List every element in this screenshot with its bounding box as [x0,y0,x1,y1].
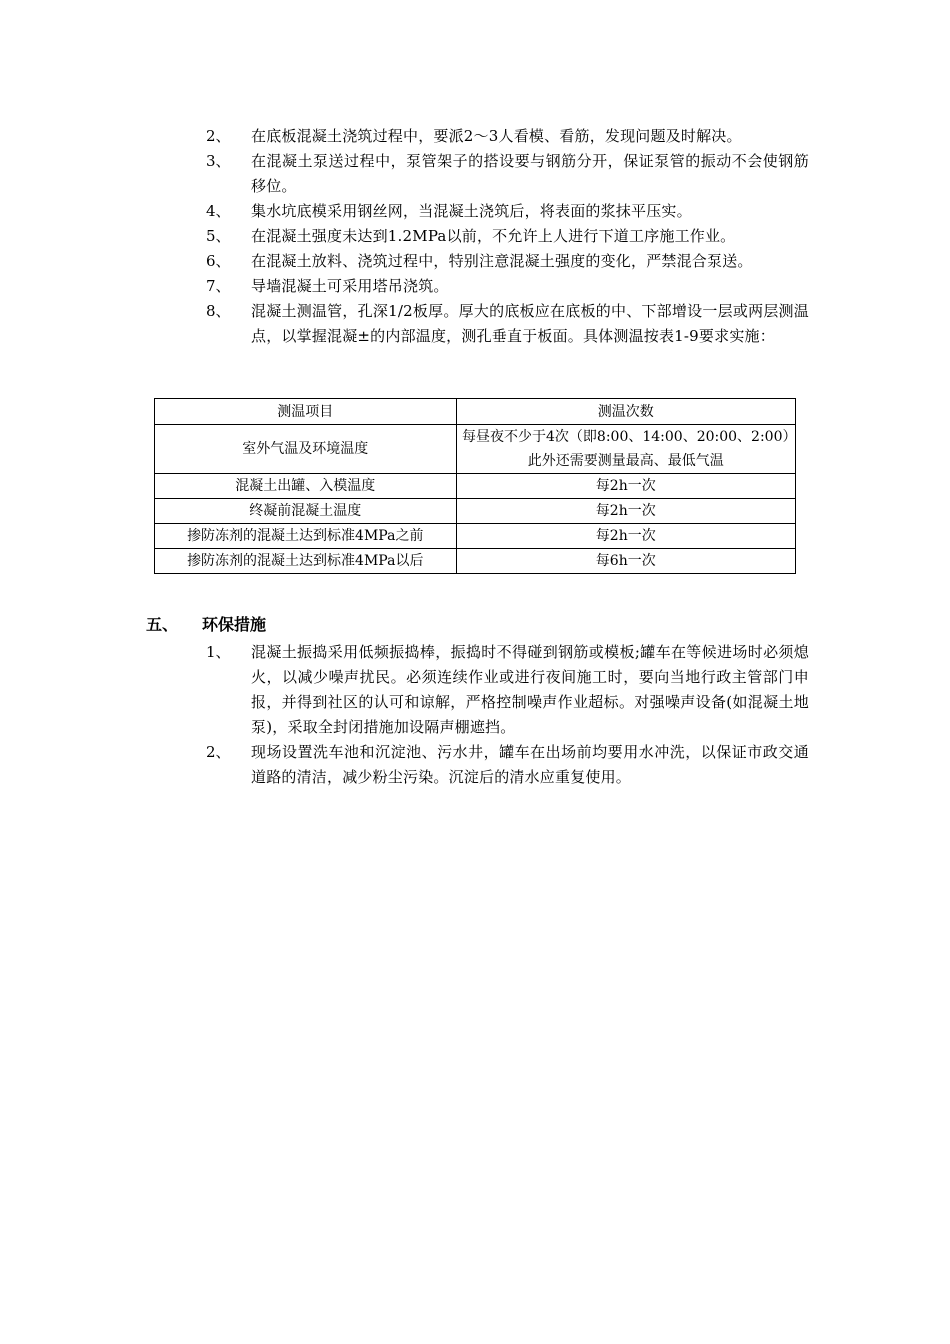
table-header-row [155,399,796,425]
table-cell: 每2h一次 [456,499,795,524]
item-number: 1、 [206,643,231,661]
list-item [0,640,950,740]
item-number: 7、 [206,277,231,295]
list-item [0,299,950,349]
item-text: 在混凝土放料、浇筑过程中，特别注意混凝土强度的变化，严禁混合泵送。 [251,252,753,270]
item-number: 5、 [206,227,231,245]
table-cell: 每2h一次 [456,474,795,499]
table-cell: 每昼夜不少于4次（即8:00、14:00、20:00、2:00）此外还需要测量最高、最低气温 [456,425,795,474]
construction-notes-list [0,124,950,349]
table-row [155,499,796,524]
table-header-cell: 测温项目 [155,399,457,425]
table-row [155,425,796,474]
table-cell: 终凝前混凝土温度 [155,499,457,524]
table-row [155,549,796,574]
item-text: 集水坑底模采用钢丝网，当混凝土浇筑后，将表面的浆抹平压实。 [251,202,692,220]
table-cell: 掺防冻剂的混凝土达到标准4MPa之前 [155,524,457,549]
environmental-measures-list [0,640,950,790]
temperature-measurement-table [154,398,796,574]
item-number: 3、 [206,152,231,170]
list-item [0,149,950,199]
table-cell: 混凝土出罐、入模温度 [155,474,457,499]
section-title: 环保措施 [202,615,267,634]
table-cell: 每6h一次 [456,549,795,574]
table-header-cell: 测温次数 [456,399,795,425]
section-number: 五、 [146,615,179,634]
list-item [0,224,950,249]
table-row [155,474,796,499]
item-text: 导墙混凝土可采用塔吊浇筑。 [251,277,449,295]
list-item [0,740,950,790]
item-number: 2、 [206,743,231,761]
table-cell: 掺防冻剂的混凝土达到标准4MPa以后 [155,549,457,574]
list-item [0,249,950,274]
table-cell: 每2h一次 [456,524,795,549]
item-text: 混凝土测温管，孔深1/2板厚。厚大的底板应在底板的中、下部增设一层或两层测温点，以掌握混凝±的内部温度，测孔垂直于板面。具体测温按表1-9要求实施： [251,302,809,345]
list-item [0,124,950,149]
item-text: 在混凝土泵送过程中，泵管架子的搭设要与钢筋分开，保证泵管的振动不会使钢筋移位。 [251,152,809,195]
item-text: 在底板混凝土浇筑过程中，要派2～3人看模、看筋，发现问题及时解决。 [251,127,742,145]
item-number: 4、 [206,202,231,220]
item-text: 现场设置洗车池和沉淀池、污水井，罐车在出场前均要用水冲洗，以保证市政交通道路的清洁，减少粉尘污染。沉淀后的清水应重复使用。 [251,743,809,786]
item-number: 2、 [206,127,231,145]
list-item [0,274,950,299]
list-item [0,199,950,224]
item-text: 在混凝土强度未达到1.2MPa以前，不允许上人进行下道工序施工作业。 [251,227,736,245]
item-text: 混凝土振捣采用低频振捣棒，振捣时不得碰到钢筋或模板;罐车在等候进场时必须熄火，以减少噪声扰民。必须连续作业或进行夜间施工时，要向当地行政主管部门申报，并得到社区的认可和谅解，严格控制噪声作业超标。对强噪声设备(如混凝土地泵)，采取全封闭措施加设隔声棚遮挡。 [251,643,809,736]
item-number: 6、 [206,252,231,270]
table-row [155,524,796,549]
table-cell: 室外气温及环境温度 [155,425,457,474]
item-number: 8、 [206,302,231,320]
